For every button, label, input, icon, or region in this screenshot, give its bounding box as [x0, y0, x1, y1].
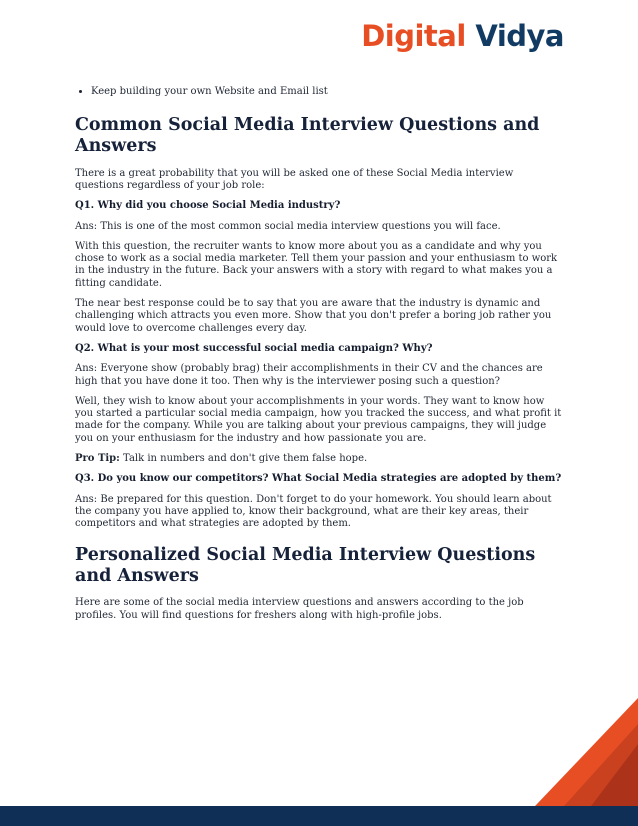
question-q1: Q1. Why did you choose Social Media industry? [75, 200, 341, 212]
digital-vidya-logo [361, 19, 564, 53]
logo-text-digital: Digital [361, 19, 466, 53]
bullet-list [75, 86, 565, 98]
document-body [75, 86, 565, 630]
section-heading-personalized-questions: Personalized Social Media Interview Questions and Answers [75, 544, 536, 586]
section-heading-common-questions: Common Social Media Interview Questions and Answers [75, 115, 540, 157]
pro-tip-text: Talk in numbers and don't give them false hope. [119, 453, 368, 465]
page-corner-decoration [478, 686, 638, 826]
answer-q1-2: With this question, the recruiter wants to know more about you as a candidate and why you chose to work as a social media marketer. Tell them your passion and your enthusiasm to work in the industry in the future. Back your answers with a story with regard to what makes you a fitting candidate. [75, 240, 558, 289]
section-intro-personalized-questions: Here are some of the social media interview questions and answers according to the job profiles. You will find questions for freshers along with high-profile jobs. [75, 597, 524, 621]
pro-tip-label: Pro Tip: [75, 453, 120, 465]
answer-q2-2: Well, they wish to know about your accomplishments in your words. They want to know how you started a particular social media campaign, how you tracked the success, and what profit it made for the company. While you are talking about your previous campaigns, they will judge you on your enthusiasm for the industry and how passionate you are. [75, 395, 562, 444]
section-intro-common-questions: There is a great probability that you will be asked one of these Social Media interview questions regardless of your job role: [75, 167, 514, 191]
pro-tip [75, 453, 565, 465]
footer-strip [0, 806, 638, 826]
logo-text-vidya: Vidya [475, 19, 564, 53]
answer-q3-1: Ans: Be prepared for this question. Don't forget to do your homework. You should learn about the company you have applied to, know their background, what are their key areas, their competitors and what strategies are adopted by them. [75, 493, 552, 530]
answer-q1-3: The near best response could be to say that you are aware that the industry is dynamic and challenging which attracts you even more. Show that you don't prefer a boring job rather you would love to overcome challenges every day. [75, 298, 552, 334]
bullet-item: • Keep building your own Website and Email list [91, 86, 565, 98]
answer-q2-1: Ans: Everyone show (probably brag) their accomplishments in their CV and the chances are high that you have done it too. Then why is the interviewer posing such a question? [75, 363, 543, 387]
question-q3: Q3. Do you know our competitors? What Social Media strategies are adopted by them? [75, 473, 562, 485]
question-q2: Q2. What is your most successful social media campaign? Why? [75, 342, 433, 354]
answer-q1-1: Ans: This is one of the most common social media interview questions you will face. [75, 220, 501, 232]
